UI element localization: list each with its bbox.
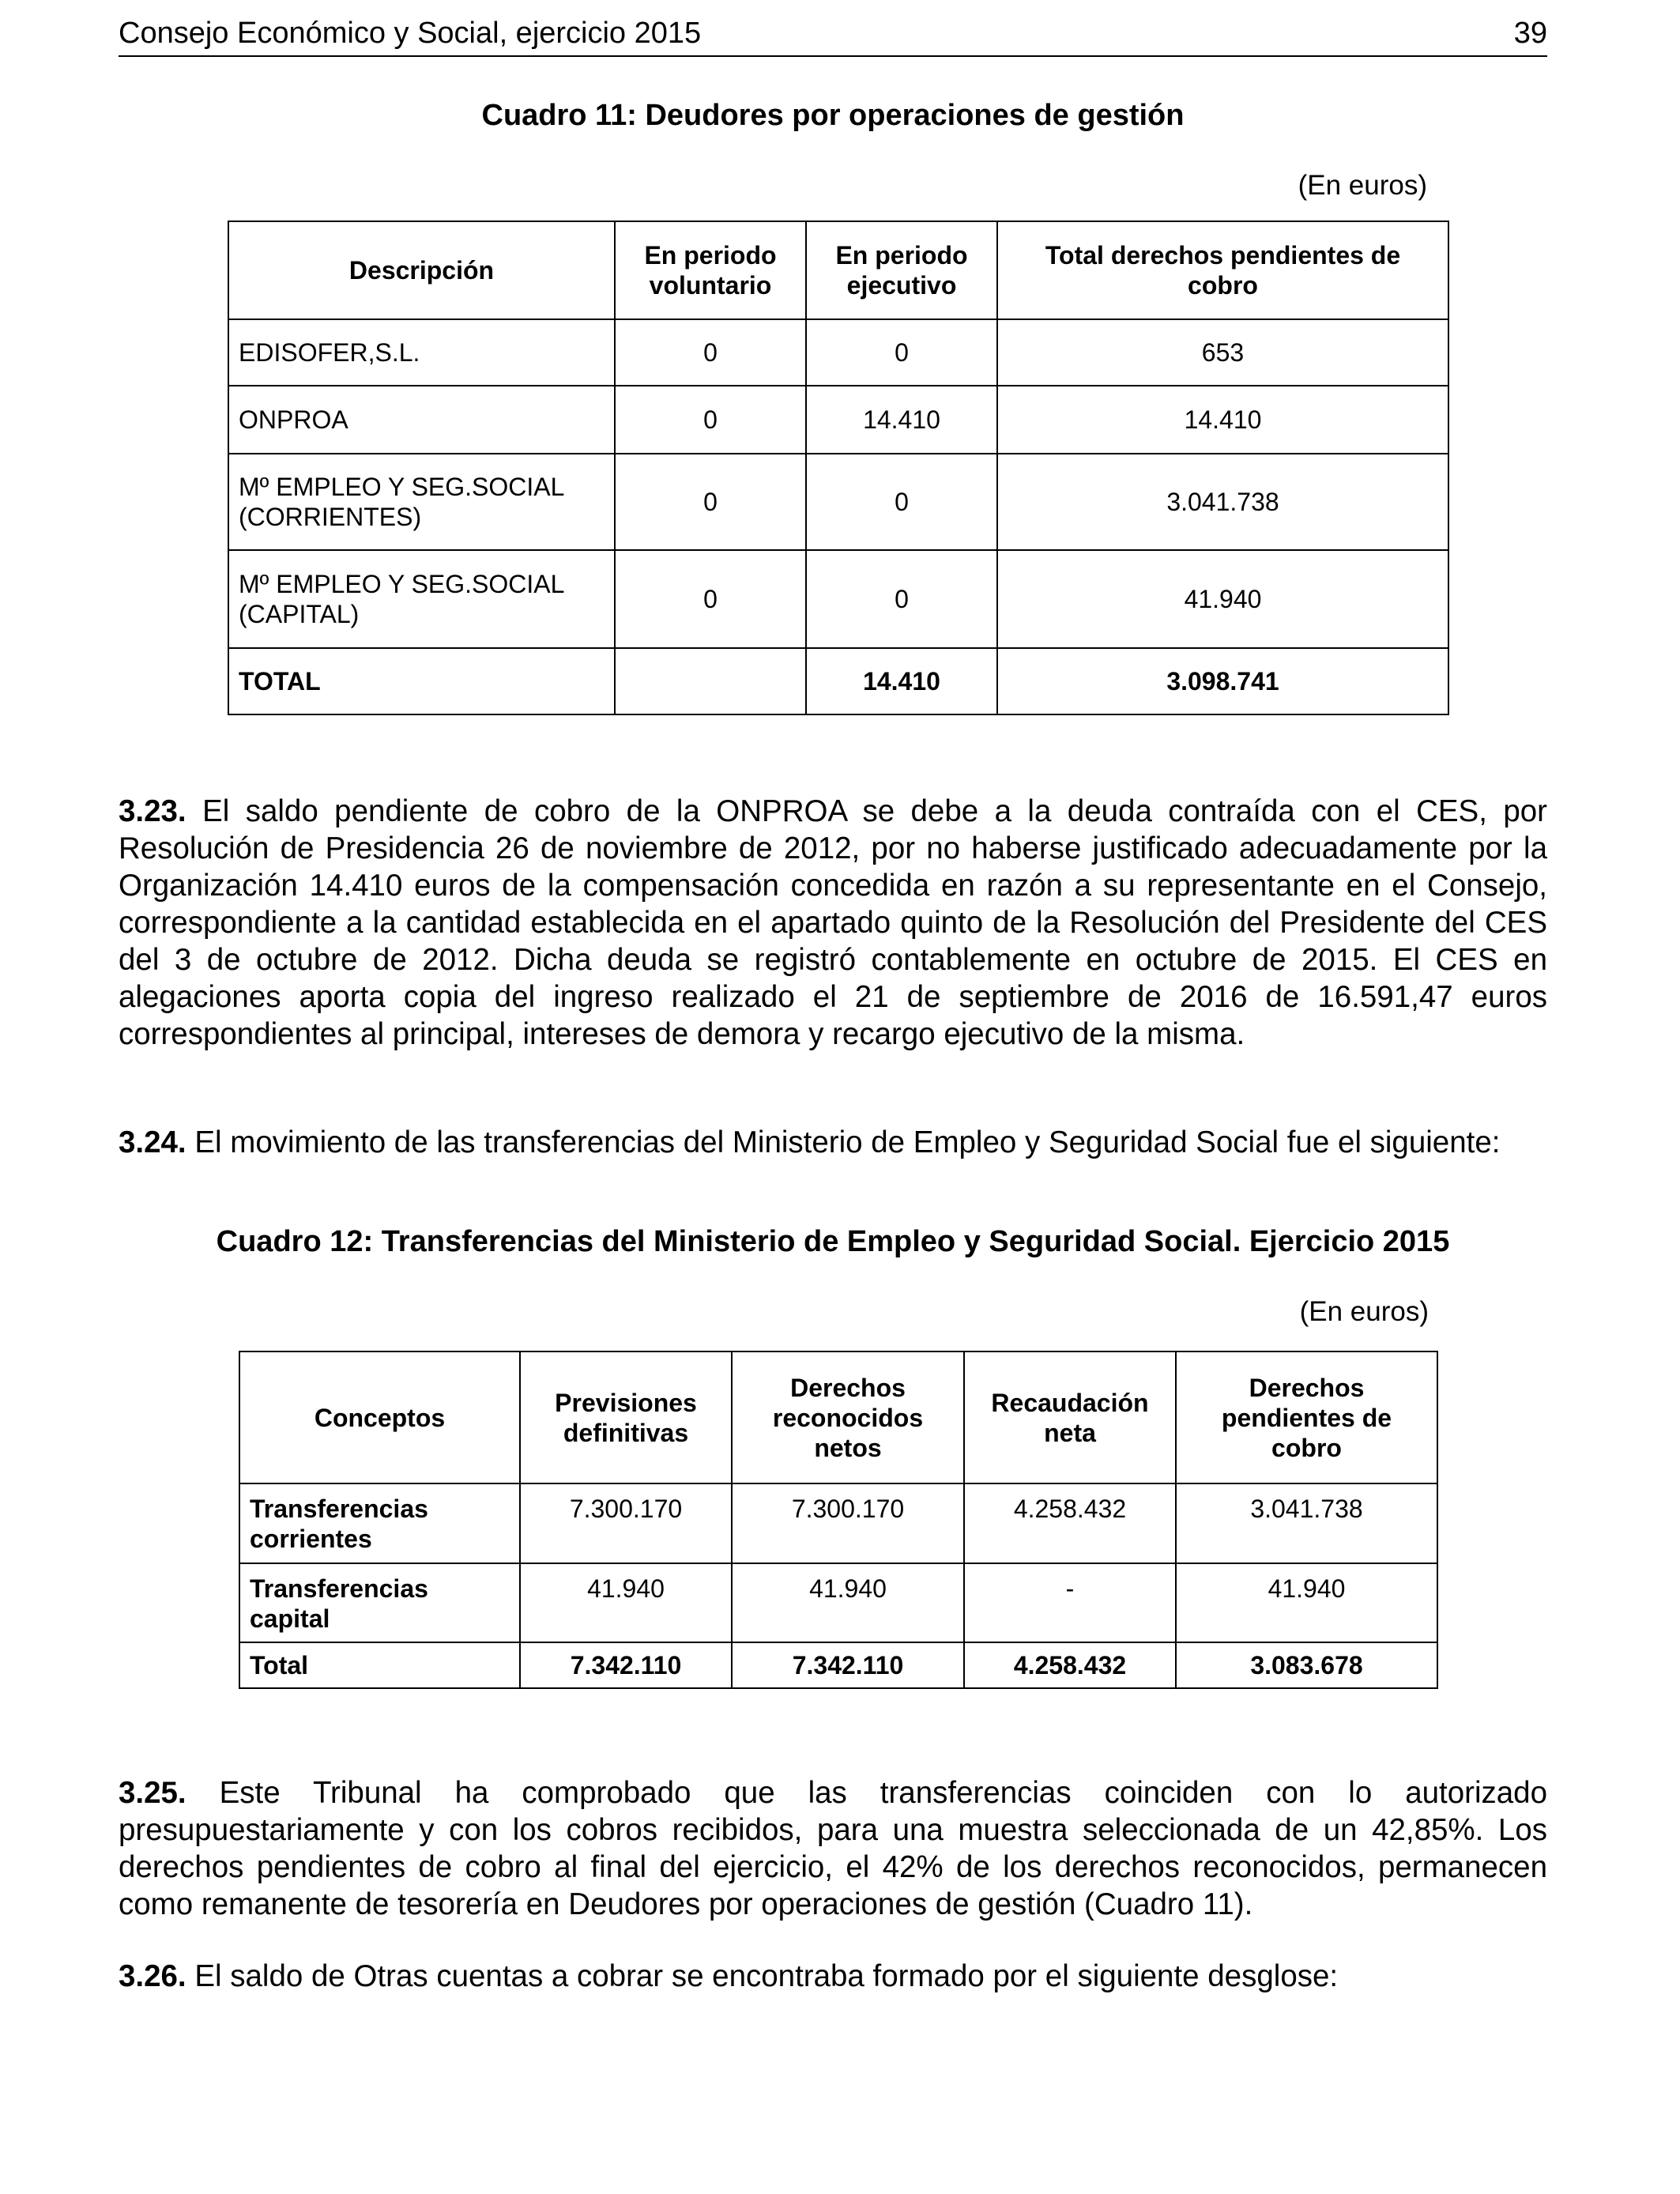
table-cell: 14.410 — [806, 648, 997, 714]
table-row — [228, 319, 1448, 386]
table-cell: Transferencias corrientes — [239, 1483, 520, 1563]
column-header: Recaudación neta — [964, 1351, 1176, 1483]
table-cell: 14.410 — [997, 386, 1448, 454]
header-title: Consejo Económico y Social, ejercicio 2015 — [119, 17, 702, 50]
table-cell: 4.258.432 — [964, 1642, 1176, 1688]
column-header: En periodo voluntario — [615, 221, 806, 319]
cuadro11-table — [228, 221, 1449, 715]
table-cell: 41.940 — [732, 1563, 964, 1642]
paragraph-3-24 — [119, 1124, 1547, 1161]
table-cell: Transferencias capital — [239, 1563, 520, 1642]
table-row — [239, 1483, 1437, 1563]
table-cell: 0 — [615, 550, 806, 648]
table-cell: 0 — [615, 454, 806, 550]
page-number: 39 — [1513, 17, 1547, 50]
cuadro11-unit: (En euros) — [1298, 170, 1427, 201]
table-total-row — [228, 648, 1448, 714]
table-cell: 0 — [806, 319, 997, 386]
table-row — [228, 550, 1448, 648]
table-cell: 41.940 — [520, 1563, 732, 1642]
paragraph-number: 3.24. — [119, 1125, 186, 1159]
table-cell: 3.083.678 — [1176, 1642, 1437, 1688]
column-header: Derechos pendientes de cobro — [1176, 1351, 1437, 1483]
paragraph-number: 3.23. — [119, 794, 186, 828]
table-cell: 0 — [615, 386, 806, 454]
paragraph-number: 3.26. — [119, 1959, 186, 1993]
table-cell: 7.300.170 — [520, 1483, 732, 1563]
table-cell: 4.258.432 — [964, 1483, 1176, 1563]
table-cell: 41.940 — [997, 550, 1448, 648]
table-cell: 3.041.738 — [1176, 1483, 1437, 1563]
paragraph-3-25 — [119, 1774, 1547, 1923]
table-cell: ONPROA — [228, 386, 615, 454]
table-cell: - — [964, 1563, 1176, 1642]
table-cell: 7.300.170 — [732, 1483, 964, 1563]
table-cell: 653 — [997, 319, 1448, 386]
table-total-row — [239, 1642, 1437, 1688]
table-cell: 7.342.110 — [732, 1642, 964, 1688]
page-header — [119, 11, 1547, 57]
column-header: En periodo ejecutivo — [806, 221, 997, 319]
table-cell: 14.410 — [806, 386, 997, 454]
table-row — [228, 386, 1448, 454]
table-header-row — [228, 221, 1448, 319]
column-header: Descripción — [228, 221, 615, 319]
table-cell: 3.041.738 — [997, 454, 1448, 550]
table-cell: 7.342.110 — [520, 1642, 732, 1688]
cuadro11-caption: Cuadro 11: Deudores por operaciones de gestión — [481, 99, 1185, 132]
table-cell: 0 — [806, 454, 997, 550]
table-header-row — [239, 1351, 1437, 1483]
table-cell: 0 — [615, 319, 806, 386]
table-row — [228, 454, 1448, 550]
table-cell: TOTAL — [228, 648, 615, 714]
table-cell: Total — [239, 1642, 520, 1688]
table-cell: Mº EMPLEO Y SEG.SOCIAL (CAPITAL) — [228, 550, 615, 648]
table-cell: 41.940 — [1176, 1563, 1437, 1642]
table-cell: 0 — [806, 550, 997, 648]
cuadro12-caption: Cuadro 12: Transferencias del Ministerio de Empleo y Seguridad Social. Ejercicio 2015 — [216, 1225, 1450, 1258]
cuadro12-table — [239, 1351, 1438, 1689]
table-cell: Mº EMPLEO Y SEG.SOCIAL (CORRIENTES) — [228, 454, 615, 550]
column-header: Total derechos pendientes de cobro — [997, 221, 1448, 319]
paragraph-text: El saldo de Otras cuentas a cobrar se encontraba formado por el siguiente desglose: — [194, 1959, 1339, 1993]
paragraph-text: El saldo pendiente de cobro de la ONPROA se debe a la deuda contraída con el CES, por Resolución de Presidencia 26 de noviembre de 2012, por no haberse justificado adecuadamente por la Organización 14.410 euros de la compensación concedida en razón a su representante en el Consejo, correspondiente a la cantidad establecida en el apartado quinto de la Resolución del Presidente del CES del 3 de octubre de 2012. Dicha deuda se registró contablemente en octubre de 2015. El CES en alegaciones aporta copia del ingreso realizado el 21 de septiembre de 2016 de 16.591,47 euros correspondientes al principal, intereses de demora y recargo ejecutivo de la misma. — [119, 794, 1547, 1051]
paragraph-3-23 — [119, 793, 1547, 1053]
table-cell: EDISOFER,S.L. — [228, 319, 615, 386]
table-cell — [615, 648, 806, 714]
column-header: Previsiones definitivas — [520, 1351, 732, 1483]
cuadro12-unit: (En euros) — [1299, 1296, 1429, 1327]
column-header: Derechos reconocidos netos — [732, 1351, 964, 1483]
table-cell: 3.098.741 — [997, 648, 1448, 714]
paragraph-text: Este Tribunal ha comprobado que las transferencias coinciden con lo autorizado presupuestariamente y con los cobros recibidos, para una muestra seleccionada de un 42,85%. Los derechos pendientes de cobro al final del ejercicio, el 42% de los derechos reconocidos, permanecen como remanente de tesorería en Deudores por operaciones de gestión (Cuadro 11). — [119, 1776, 1548, 1921]
column-header: Conceptos — [239, 1351, 520, 1483]
table-row — [239, 1563, 1437, 1642]
paragraph-text: El movimiento de las transferencias del Ministerio de Empleo y Seguridad Social fue el siguiente: — [194, 1125, 1501, 1159]
paragraph-3-26 — [119, 1958, 1547, 1995]
paragraph-number: 3.25. — [119, 1776, 186, 1810]
